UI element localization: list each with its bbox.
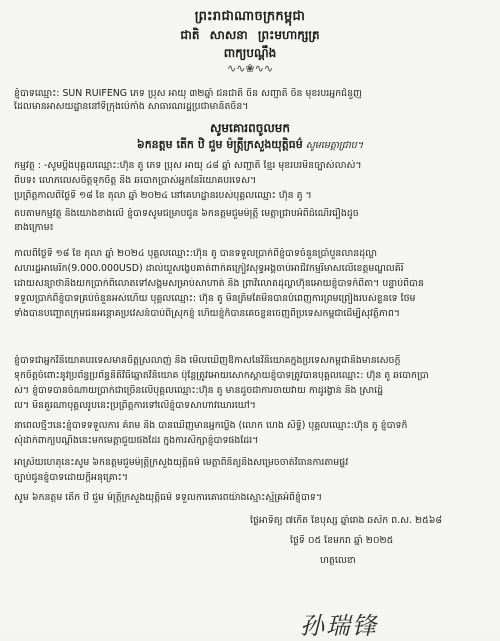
paragraph-line: ទុកចិត្តចំពោះនូវប្រព័ន្ធប្រព័ន្ធនិតិវិធីឆ្នោតវិនិយោគ ប៉ុន្តែត្រូវអោយសោកស្តាយខ្ញុំបាទត្រូវបានបុគ្គលឈ្មោះ: ហ៊ុន តូ ឆបោកប្រា — [14, 370, 429, 381]
paragraph-line: ទទួលប្រាក់ពីខ្ញុំបាទគ្រប់ចំនួនអស់ហើយ បុគ្គលឈ្មោះ: ហ៊ុន តូ មិនត្រឹមតែមិនបានបំពេញការព្រមព្រៀងរបស់ខ្លួនទេ ថែម — [14, 293, 416, 304]
paragraph-line: តបតាមកម្មវត្ថុ និងយោងខាងលើ ខ្ញុំបាទសូមជម្រាបជូន ៦កនត្ដមជួមម៉ត្ក្រី មេត្តាជ្រាបអំពីដំណើររឿងដូច — [14, 208, 359, 219]
paragraph-line: នាពេលថ្មីៗនេះខ្ញុំបាទទទួលការ គំរាម និង បានឃើញមានអ្នកប្លើង (លោក ហេង សិទ្ធិ) បុគ្គលឈ្មោះ:ហ៊ុន តូ ខ្ញុំបាទក៏ — [14, 420, 408, 431]
subject-line: កម្មវត្ថុ : -សូមប្តឹងបុគ្គលឈ្មោះ:ហ៊ុន តូ ភេទ ប្រុស អាយុ ៤៨ ឆ្នាំ សញ្ជាតិ ខ្មែរ មុខរបរមិនច្បាស់លាស់។ — [14, 160, 362, 171]
intro-line: ដែលមានអាសយដ្ឋាននៅទីក្រុងប៉េកាំង សាធារណរដ្ឋប្រជាមានិតចិន។ — [14, 101, 249, 112]
paragraph-line: ច្បាប់ជូនខ្ញុំបាទដោយក្ដីអនុគ្រោះ។ — [14, 472, 128, 483]
paragraph-line: ខាងក្រោម៖ — [14, 222, 54, 233]
subject-line: ប្រព្រឹត្តកាលពីថ្ងៃទី ១៨ ខែ តុលា ឆ្នាំ ២០២៤ នៅគេហដ្ឋានរបស់បុគ្គលឈ្មោះ ហ៊ុន តូ ។ — [14, 190, 312, 201]
paragraph-line: ល។ មិនគួរណាបុគ្គលរូបនេះប្រព្រឹត្តការទៅលើខ្ញុំបាទសាហាវឃោរឃៅ។ — [14, 400, 256, 411]
paragraph-line: ស់។ ខ្ញុំបាទបានចំណាយប្រាក់ជាច្រើនលើបុគ្គលឈ្មោះ:ហ៊ុន តូ មានដូចជាការចាយវាយ កាដូរង្វាន់ និង ស្រាដ្ឋេ៍ — [14, 385, 384, 396]
decorative-divider: ∿∿❀∿∿ — [226, 62, 274, 75]
paragraph-line: សុំដាក់ពាក្យបណ្តឹងនេះមកមេត្តាជួយផងដែរ ក្នុងការសិក្សាខ្ញុំបាទផងដែរ។ — [14, 435, 259, 446]
paragraph-line: សហរដ្ឋអាមេរិក(9.000.000USD) ដាល់យួសង្ខេបគាត់ពាក់គក្រៀវសុទ្ធអង្គចាប់អាជីវកម្មរីមាសលើខេត្តមណ្ឌលគិរី — [14, 263, 404, 274]
handwritten-signature: 孙瑞锋 — [300, 612, 378, 640]
signature-label: ហត្ថលេខា — [320, 555, 356, 566]
document-type-title: ពាក្យបណ្តឹង — [223, 46, 277, 60]
paragraph-line: ដោយសន្យាថានឹងយកប្រាក់ពីលោតទៅសង្គមសម្រាប់សាហាត់ និង ព្រាវិលោតដុល្លាហ៊ុនអោយខ្ញុំបាទកំពីតា។ បន្ទាប់ពីបាន — [14, 278, 424, 289]
subject-line: ពីបទ៖ លោភលេសចិត្តទុកចិត្ត និង ឆបោកប្រាស់អ្នកនៃរិយោគបរទេស។ — [14, 175, 257, 186]
paragraph-line: អាស្រ័យហេតុនេះសូម ៦កនត្ដមជួមម៉ត្ក្រីក្រសួងយុត្តិធម៌ មេត្តាពិនិត្យនិងសម្រេចចាត់វិធានការតាមផ្លូវ — [14, 457, 349, 468]
solar-date: ថ្ងៃទី ០៥ ខែមករា ឆ្នាំ ២០២៥ — [290, 535, 394, 546]
paragraph-line: ខ្ញុំបាទជាអ្នកវិនិយោគបរទេសមានចិត្តស្រលាញ់ និង មើលឃើញឱកាសនៃវិនិយោគក្នុងប្រទេសកម្ពុជានិងមានសេចក្តី — [14, 355, 401, 366]
lunar-date: ថ្ងៃអាទិត្យ ៧កើត ខែបុស្ស ឆ្នាំរោង ឆស័ក ព.ស. ២៥៦៨ — [250, 515, 443, 526]
paragraph-line: ទាំងបានបញ្ឆោតក្រុមជនអន្តោគប្រវេសន៍បាប់ពីស្រុកខ្ញុំ ហើយខ្ញុំក៏បានគេចខ្លួនចេញពីប្រទេសកម្ពុជាដើម្បីសុវត្ថិភាព។ — [14, 308, 400, 319]
salutation-addressee — [0, 138, 500, 154]
salutation-respect: សូមគោរពចូលមក — [210, 121, 290, 135]
national-motto: ជាតិ សាសនា ព្រះមហាក្សត្រ — [180, 28, 320, 42]
kingdom-header: ព្រះរាជាណាចក្រកម្ពុជា — [194, 9, 306, 24]
paragraph-line: កាលពីថ្ងៃទី ១៨ ខែ តុលា ឆ្នាំ ២០២៤ បុគ្គលឈ្មោះ:ហ៊ុន តូ បានទទួលប្រាក់ពីខ្ញុំបាទចំនួនប្រាំបួនលានដុល្លា — [14, 248, 378, 259]
addressee-suffix: សូមមេត្តាជ្រាប។ — [302, 140, 364, 151]
paragraph-line: សូម ៦កនត្ដម តើក ឋិ ជួម ម៉ត្ក្រីក្រសួងយុត្តិធម៌ ទទួលការគោរពយ៉ាងស្មោះស្ម័គ្រអំពីខ្ញុំបាទ។ — [14, 492, 323, 503]
intro-line: ខ្ញុំបាទឈ្មោះ: SUN RUIFENG ភេទ ប្រុស អាយុ ៣២ឆ្នាំ ជនជាតិ ចិន សញ្ជាតិ ចិន មុខរបរអ្នកជំនួញ — [14, 88, 362, 99]
addressee-name: ៦កនត្ដម តើក ឋិ ជួម ម៉ត្ក្រីក្រសួងយុត្តិធម៌ — [136, 138, 303, 151]
